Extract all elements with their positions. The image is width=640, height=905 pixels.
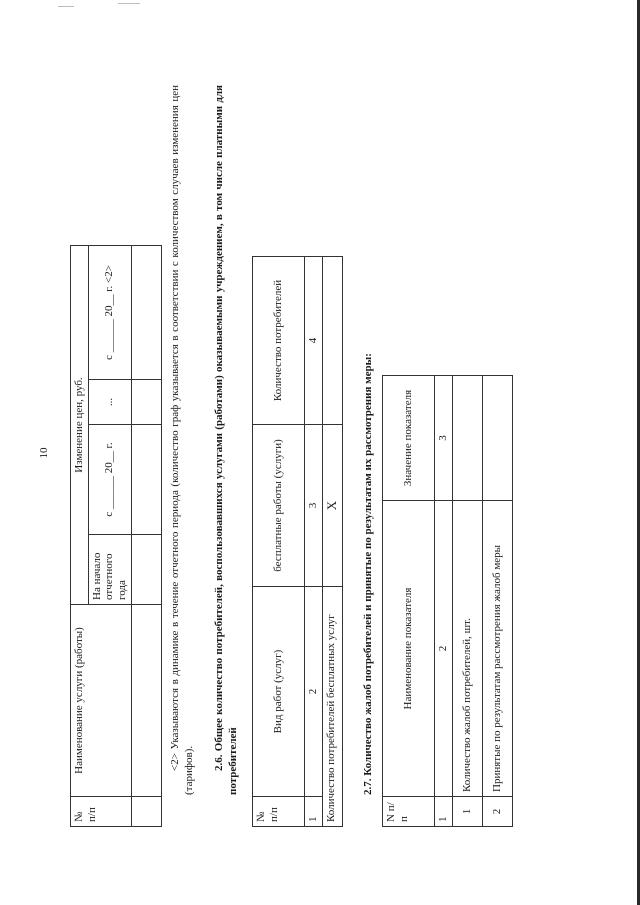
table-cell: 3	[435, 376, 453, 501]
table-cell	[131, 380, 161, 425]
consumers-header-num: № п/п	[253, 797, 305, 827]
col-name-header: Наименование услуги (работы)	[71, 605, 132, 797]
table-cell	[131, 425, 161, 535]
consumers-header-free: бесплатные работы (услуги)	[253, 425, 305, 587]
sub-from-2-header: с ______ 20__ г. <2>	[88, 246, 131, 380]
footnote-text: <2> Указываются в динамике в течение отчетного периода (количество граф указывается в соответствии с количеством случаев изменения цен (тарифов).	[169, 85, 195, 795]
table-cell: 1	[435, 797, 453, 827]
sub-start-header: На начало отчетного года	[88, 535, 131, 605]
complaints-header-value: Значение показателя	[383, 376, 435, 501]
table-cell	[482, 376, 512, 501]
table-cell	[131, 246, 161, 380]
section-2-7-heading: 2.7. Количество жалоб потребителей и принятые по результатам их рассмотрения меры:	[362, 353, 374, 795]
table-cell: 2	[435, 501, 453, 797]
table-cell: 3	[305, 425, 323, 587]
complaints-header-num: N п/п	[383, 797, 435, 827]
sub-dots-header: ...	[88, 380, 131, 425]
table-cell: 4	[305, 257, 323, 425]
page-number: 10	[38, 447, 50, 459]
consumers-summary-label: Количество потребителей бесплатных услуг	[322, 587, 342, 827]
consumers-header-type: Вид работ (услуг)	[253, 587, 305, 797]
consumers-summary-mark: X	[322, 425, 342, 587]
consumers-table	[252, 256, 343, 827]
col-changes-header: Изменение цен, руб.	[71, 246, 89, 605]
sub-from-1-header: с ______ 20__ г.	[88, 425, 131, 535]
table-row	[131, 246, 161, 827]
complaints-header-name: Наименование показателя	[383, 501, 435, 797]
section-2-6-heading: 2.6. Общее количество потребителей, воспользовавшихся услугами (работами) оказываемыми учреждением, в том числе платными для потребителей	[213, 85, 239, 795]
table-row	[305, 257, 323, 827]
table-cell	[131, 535, 161, 605]
table-cell: 2	[482, 797, 512, 827]
table-row	[322, 257, 342, 827]
price-changes-table	[70, 245, 162, 827]
table-cell: 1	[305, 797, 323, 827]
table-cell: 2	[305, 587, 323, 797]
table-cell: Количество жалоб потребителей, шт.	[452, 501, 482, 797]
table-cell	[452, 376, 482, 501]
col-num-header: № п/п	[71, 797, 132, 827]
consumers-header-count: Количество потребителей	[253, 257, 305, 425]
table-row	[452, 376, 482, 827]
table-row	[435, 376, 453, 827]
complaints-table	[382, 375, 513, 827]
table-cell: Принятые по результатам рассмотрения жалоб меры	[482, 501, 512, 797]
table-cell: 1	[452, 797, 482, 827]
table-row	[482, 376, 512, 827]
table-cell	[131, 797, 161, 827]
table-cell	[322, 257, 342, 425]
table-cell	[131, 605, 161, 797]
